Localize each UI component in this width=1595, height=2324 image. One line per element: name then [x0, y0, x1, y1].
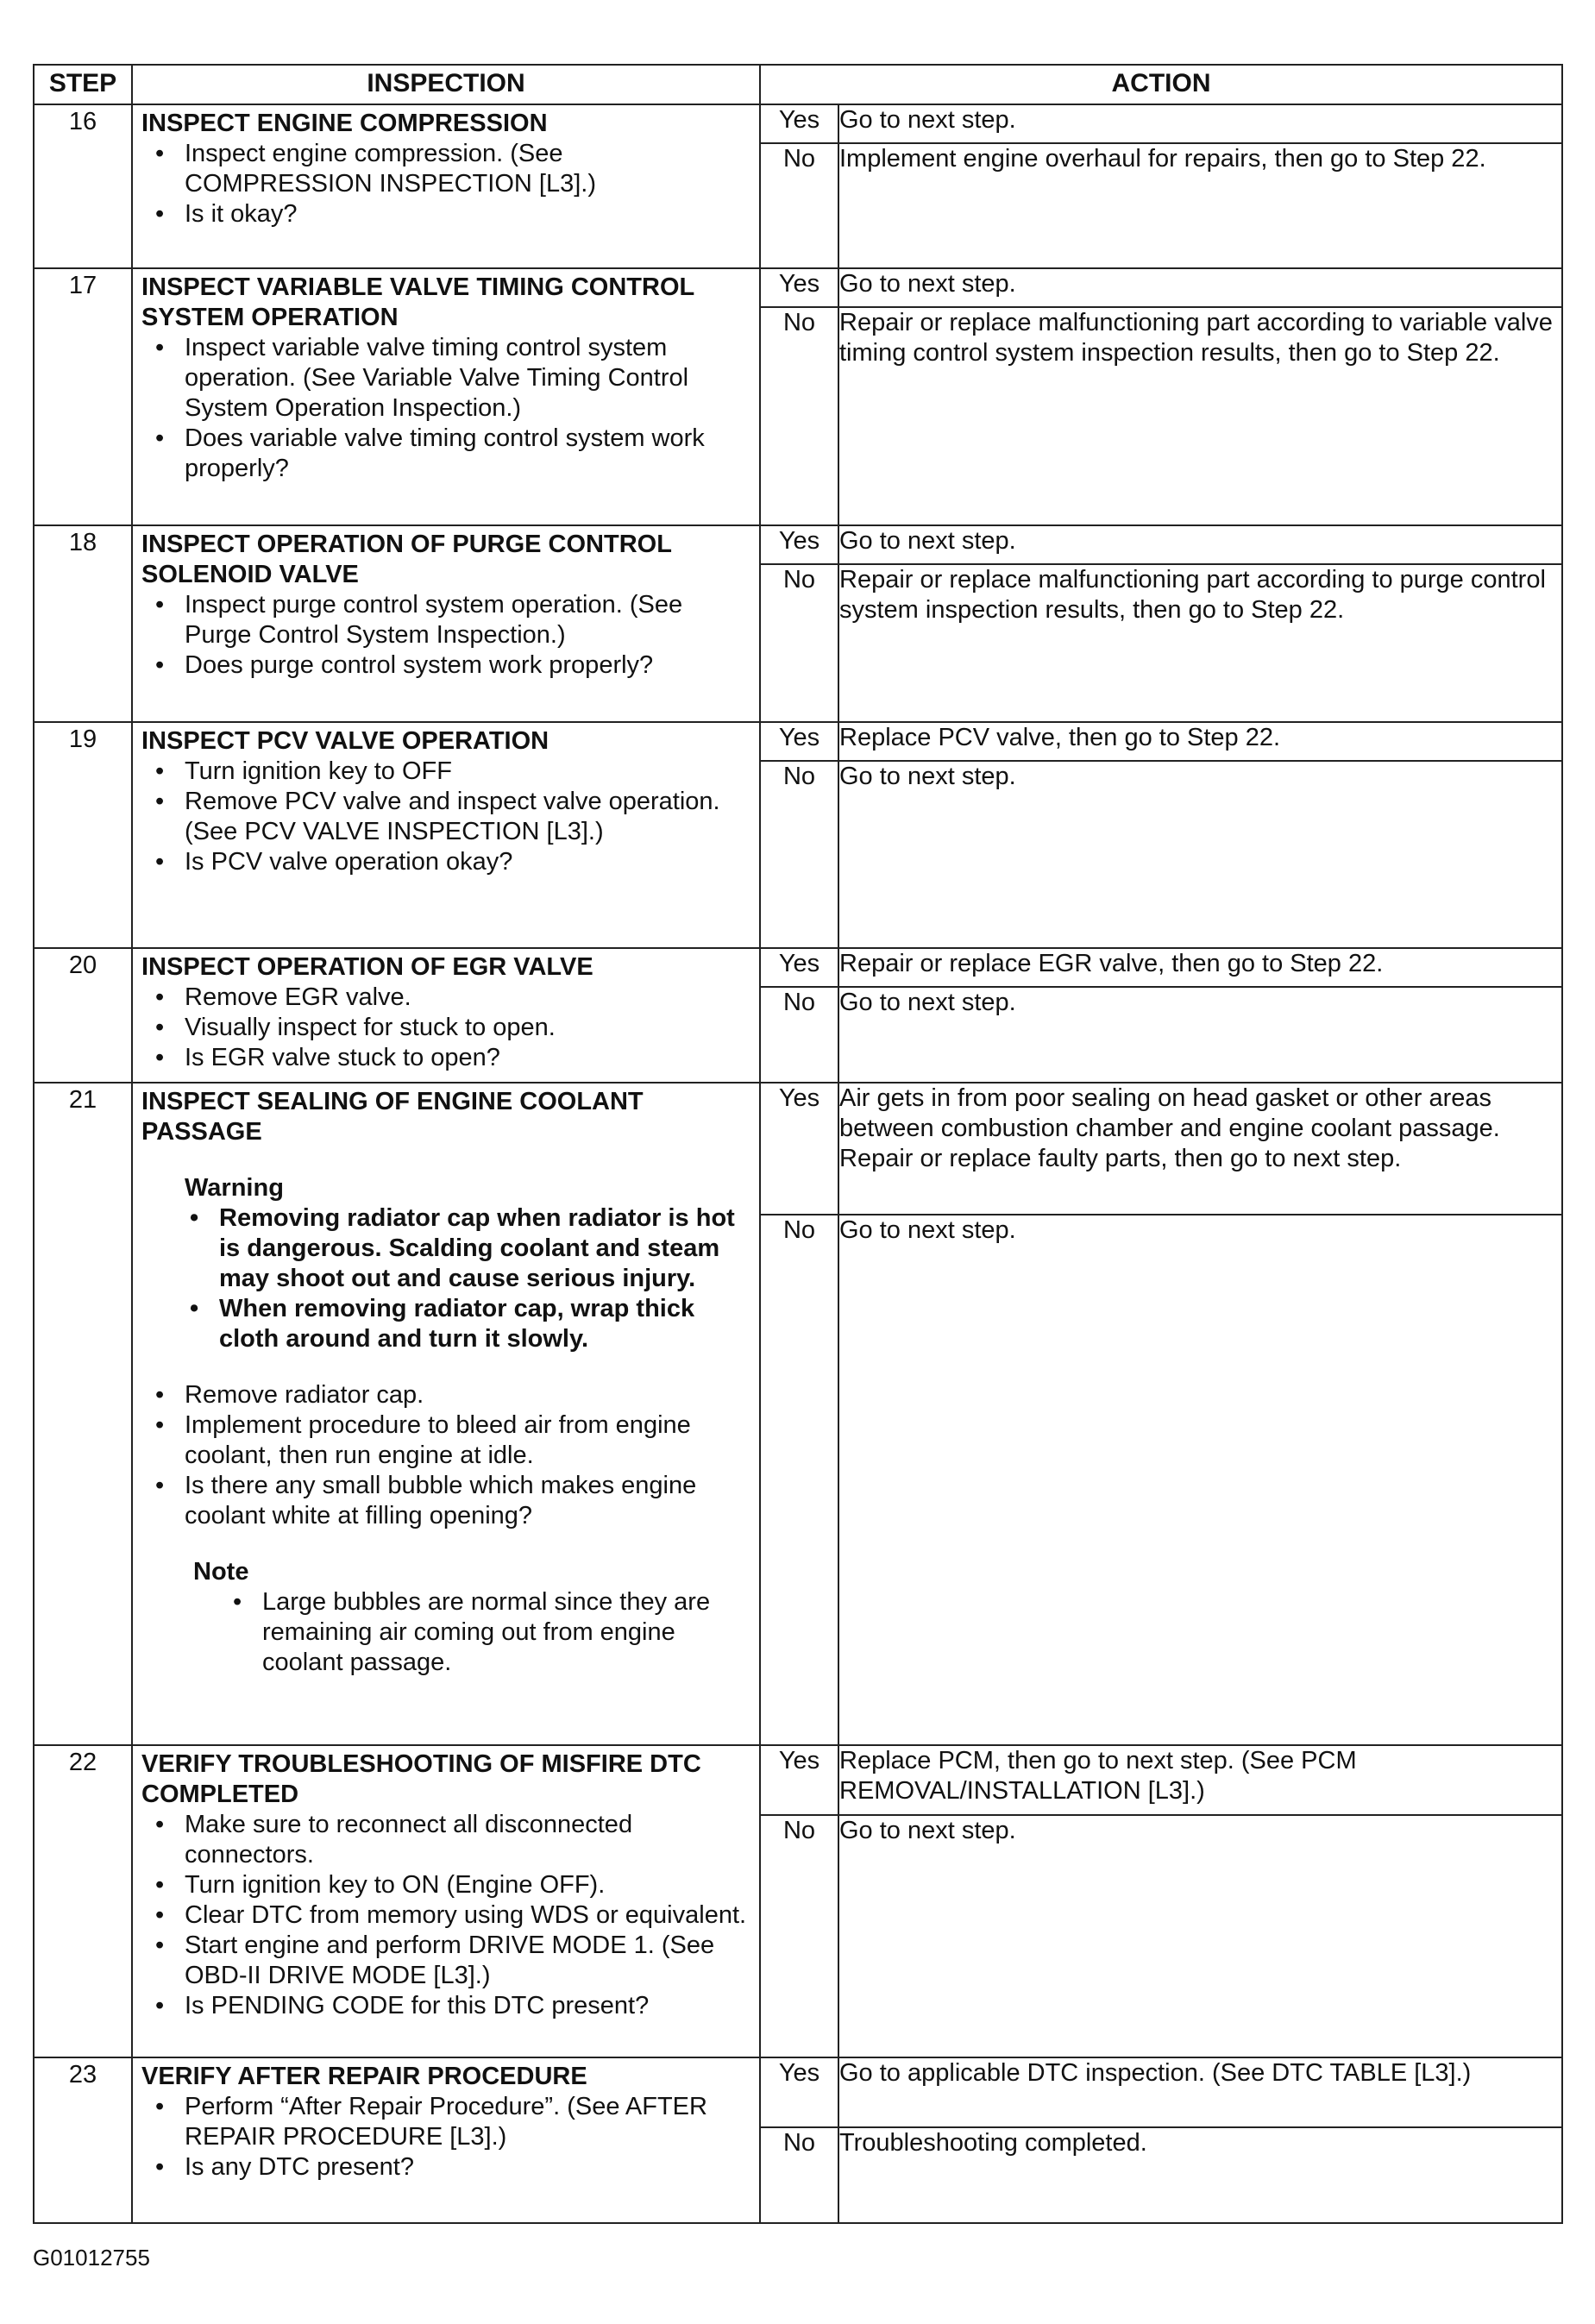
inspection-bullet: • Remove radiator cap.: [185, 1380, 750, 1410]
troubleshooting-table: [33, 64, 1563, 2224]
no-label: No: [761, 987, 838, 1082]
inspection-bullet: • Is there any small bubble which makes engine coolant white at filling opening?: [185, 1471, 750, 1531]
no-action: Go to next step.: [839, 1817, 1016, 1844]
table-row: [34, 104, 1562, 268]
action-cell: [760, 525, 1562, 722]
yes-label: Yes: [761, 105, 838, 143]
inspection-title: INSPECT SEALING OF ENGINE COOLANT PASSAGE: [141, 1088, 644, 1146]
inspection-bullets: [141, 1380, 750, 1531]
table-row: [34, 1745, 1562, 2057]
inspection-bullet: • Inspect variable valve timing control system operation. (See Variable Valve Timing Control System Operation Inspection.): [185, 333, 750, 424]
step-number: 21: [34, 1083, 132, 1745]
action-cell: [760, 104, 1562, 268]
yes-row: [761, 1746, 1561, 1815]
action-table: [761, 1083, 1561, 1744]
step-number: 23: [34, 2057, 132, 2223]
inspection-bullet: • Inspect engine compression. (See COMPRESSION INSPECTION [L3].): [185, 139, 750, 199]
step-number: 20: [34, 948, 132, 1083]
header-step: STEP: [34, 65, 132, 104]
yes-label: Yes: [761, 526, 838, 564]
inspection-bullets: [141, 2092, 750, 2183]
action-table: [761, 269, 1561, 524]
inspection-cell: [132, 268, 760, 525]
no-label: No: [761, 143, 838, 267]
inspection-bullet: • Turn ignition key to OFF: [185, 757, 750, 787]
inspection-cell: [132, 525, 760, 722]
warning-item: • When removing radiator cap, wrap thick cloth around and turn it slowly.: [219, 1294, 750, 1354]
table-row: [34, 525, 1562, 722]
step-number: 19: [34, 722, 132, 948]
warning-label: Warning: [185, 1174, 284, 1202]
inspection-bullet: • Remove EGR valve.: [185, 983, 750, 1013]
yes-row: [761, 269, 1561, 307]
no-row: [761, 1815, 1561, 2057]
yes-action: Go to applicable DTC inspection. (See DTC TABLE [L3].): [838, 2058, 1561, 2127]
inspection-bullet: • Turn ignition key to ON (Engine OFF).: [185, 1870, 750, 1900]
inspection-bullet: • Is PCV valve operation okay?: [185, 847, 750, 877]
no-row: [761, 2127, 1561, 2222]
yes-row: [761, 2058, 1561, 2127]
step-number: 17: [34, 268, 132, 525]
inspection-bullets: [141, 139, 750, 229]
yes-label: Yes: [761, 1083, 838, 1215]
yes-row: [761, 105, 1561, 143]
no-row: [761, 307, 1561, 524]
action-cell: [760, 268, 1562, 525]
yes-label: Yes: [761, 1746, 838, 1815]
inspection-cell: [132, 104, 760, 268]
step-number: 18: [34, 525, 132, 722]
inspection-bullet: • Is PENDING CODE for this DTC present?: [185, 1991, 750, 2021]
action-table: [761, 526, 1561, 721]
no-label: No: [761, 564, 838, 721]
figure-code: G01012755: [33, 2245, 150, 2271]
action-cell: [760, 722, 1562, 948]
note-list: [141, 1587, 750, 1678]
no-row: [761, 564, 1561, 721]
inspection-bullets: [141, 333, 750, 484]
yes-row: [761, 949, 1561, 987]
inspection-title: INSPECT PCV VALVE OPERATION: [141, 727, 549, 755]
inspection-bullet: • Is any DTC present?: [185, 2152, 750, 2183]
yes-row: [761, 723, 1561, 761]
inspection-bullet: • Does variable valve timing control system work properly?: [185, 424, 750, 484]
action-table: [761, 2058, 1561, 2222]
yes-label: Yes: [761, 269, 838, 307]
yes-action: Go to next step.: [838, 269, 1561, 307]
action-cell: [760, 948, 1562, 1083]
warning-list: [141, 1203, 750, 1354]
note-label: Note: [193, 1558, 249, 1586]
table-row: [34, 268, 1562, 525]
no-action: Implement engine overhaul for repairs, then go to Step 22.: [839, 145, 1486, 173]
yes-action: Air gets in from poor sealing on head gasket or other areas between combustion chamber and engine coolant passage. Repair or replace faulty parts, then go to next step.: [838, 1083, 1561, 1215]
table-row: [34, 1083, 1562, 1745]
no-action: Repair or replace malfunctioning part according to variable valve timing control system inspection results, then go to Step 22.: [839, 309, 1553, 367]
action-cell: [760, 2057, 1562, 2223]
yes-label: Yes: [761, 2058, 838, 2127]
inspection-title: INSPECT ENGINE COMPRESSION: [141, 110, 548, 137]
inspection-bullet: • Visually inspect for stuck to open.: [185, 1013, 750, 1043]
inspection-title: INSPECT OPERATION OF PURGE CONTROL SOLENOID VALVE: [141, 531, 672, 588]
inspection-title: INSPECT OPERATION OF EGR VALVE: [141, 953, 593, 981]
inspection-title: VERIFY AFTER REPAIR PROCEDURE: [141, 2063, 587, 2090]
note-item: • Large bubbles are normal since they are remaining air coming out from engine coolant passage.: [262, 1587, 750, 1678]
inspection-cell: [132, 2057, 760, 2223]
spacer: [141, 1354, 750, 1380]
no-label: No: [761, 761, 838, 947]
inspection-cell: [132, 1745, 760, 2057]
inspection-bullets: [141, 757, 750, 877]
inspection-bullet: • Make sure to reconnect all disconnected connectors.: [185, 1810, 750, 1870]
action-table: [761, 105, 1561, 267]
inspection-bullet: • Does purge control system work properly?: [185, 650, 750, 681]
no-label: No: [761, 1215, 838, 1744]
header-inspection: INSPECTION: [132, 65, 760, 104]
spacer: [141, 1531, 750, 1557]
inspection-bullet: • Remove PCV valve and inspect valve operation. (See PCV VALVE INSPECTION [L3].): [185, 787, 750, 847]
table-row: [34, 2057, 1562, 2223]
no-label: No: [761, 307, 838, 524]
table-row: [34, 948, 1562, 1083]
inspection-cell: [132, 948, 760, 1083]
no-action: Go to next step.: [839, 763, 1016, 790]
no-row: [761, 761, 1561, 947]
no-row: [761, 987, 1561, 1082]
yes-label: Yes: [761, 723, 838, 761]
header-action: ACTION: [760, 65, 1562, 104]
yes-action: Replace PCM, then go to next step. (See PCM REMOVAL/INSTALLATION [L3].): [838, 1746, 1561, 1815]
inspection-bullet: • Clear DTC from memory using WDS or equivalent.: [185, 1900, 750, 1931]
yes-row: [761, 1083, 1561, 1215]
no-action: Go to next step.: [839, 989, 1016, 1016]
action-cell: [760, 1083, 1562, 1745]
no-action: Repair or replace malfunctioning part according to purge control system inspection results, then go to Step 22.: [839, 566, 1546, 624]
yes-action: Go to next step.: [838, 105, 1561, 143]
spacer: [141, 1147, 750, 1173]
no-label: No: [761, 1815, 838, 2057]
yes-row: [761, 526, 1561, 564]
no-action: Go to next step.: [839, 1216, 1016, 1244]
inspection-title: VERIFY TROUBLESHOOTING OF MISFIRE DTC COMPLETED: [141, 1750, 701, 1808]
inspection-bullet: • Implement procedure to bleed air from engine coolant, then run engine at idle.: [185, 1410, 750, 1471]
no-label: No: [761, 2127, 838, 2222]
action-table: [761, 1746, 1561, 2057]
inspection-bullets: [141, 983, 750, 1073]
inspection-bullet: • Is it okay?: [185, 199, 750, 229]
table-row: [34, 722, 1562, 948]
yes-action: Repair or replace EGR valve, then go to Step 22.: [838, 949, 1561, 987]
no-action: Troubleshooting completed.: [839, 2129, 1147, 2157]
header-row: [34, 65, 1562, 104]
action-cell: [760, 1745, 1562, 2057]
inspection-bullet: • Is EGR valve stuck to open?: [185, 1043, 750, 1073]
step-number: 16: [34, 104, 132, 268]
action-table: [761, 723, 1561, 947]
action-table: [761, 949, 1561, 1082]
no-row: [761, 1215, 1561, 1744]
yes-action: Go to next step.: [838, 526, 1561, 564]
inspection-cell: [132, 1083, 760, 1745]
step-number: 22: [34, 1745, 132, 2057]
yes-label: Yes: [761, 949, 838, 987]
yes-action: Replace PCV valve, then go to Step 22.: [838, 723, 1561, 761]
inspection-title: INSPECT VARIABLE VALVE TIMING CONTROL SYSTEM OPERATION: [141, 273, 694, 331]
no-row: [761, 143, 1561, 267]
inspection-bullet: • Start engine and perform DRIVE MODE 1. (See OBD-II DRIVE MODE [L3].): [185, 1931, 750, 1991]
inspection-bullet: • Perform “After Repair Procedure”. (See AFTER REPAIR PROCEDURE [L3].): [185, 2092, 750, 2152]
inspection-bullets: [141, 1810, 750, 2021]
warning-item: • Removing radiator cap when radiator is hot is dangerous. Scalding coolant and steam may shoot out and cause serious injury.: [219, 1203, 750, 1294]
inspection-bullet: • Inspect purge control system operation. (See Purge Control System Inspection.): [185, 590, 750, 650]
inspection-bullets: [141, 590, 750, 681]
inspection-cell: [132, 722, 760, 948]
